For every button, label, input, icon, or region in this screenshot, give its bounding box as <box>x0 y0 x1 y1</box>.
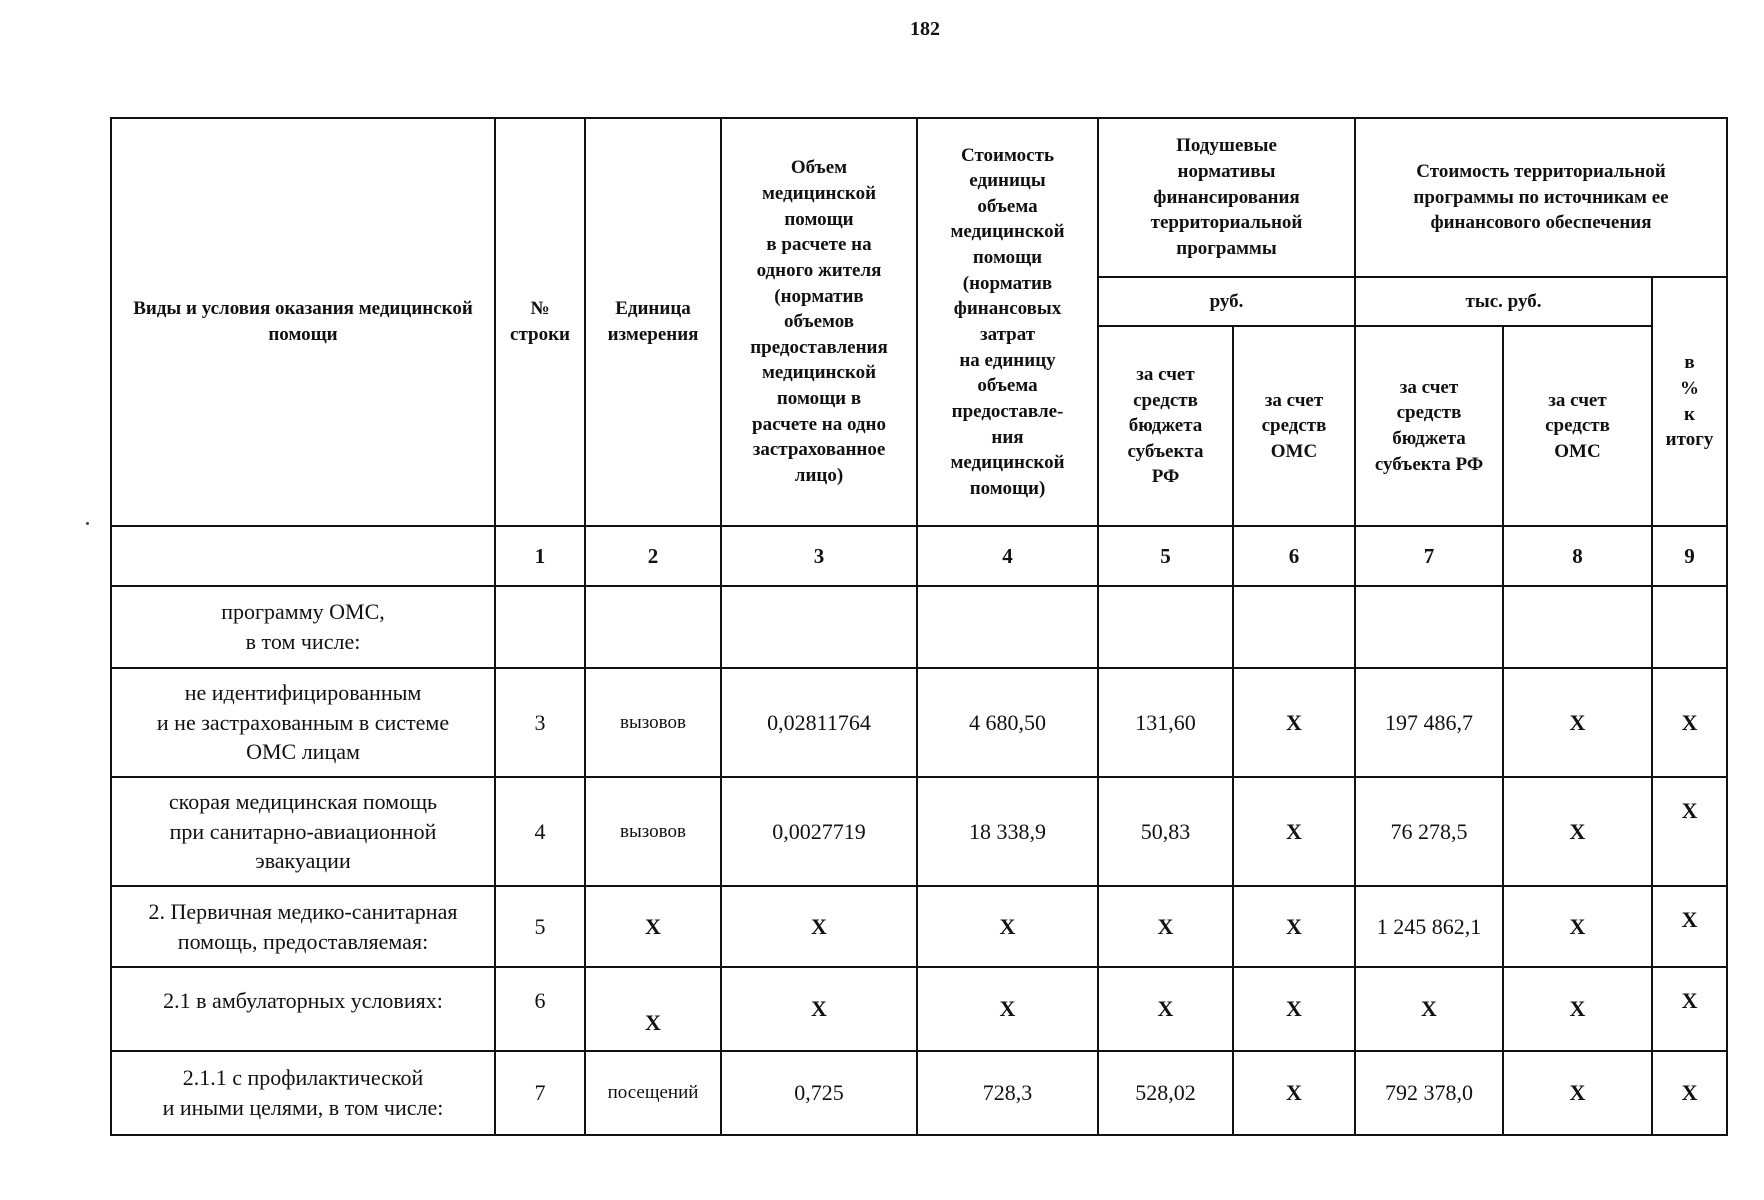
row-program-budget: 76 278,5 <box>1355 777 1503 886</box>
row-per-capita-oms: X <box>1233 1051 1355 1135</box>
row-percent: X <box>1652 1051 1727 1135</box>
row-label: не идентифицированным и не застрахованным в системе ОМС лицам <box>111 668 495 777</box>
row-label: 2. Первичная медико-санитарная помощь, предоставляемая: <box>111 886 495 967</box>
row-per-capita-oms: X <box>1233 886 1355 967</box>
header-per-capita-oms: за счет средств ОМС <box>1233 326 1355 526</box>
table-row <box>111 777 1727 886</box>
column-number: 8 <box>1503 526 1652 586</box>
header-row-number: № строки <box>495 118 585 526</box>
row-program-oms: X <box>1503 777 1652 886</box>
row-unit: посещений <box>585 1051 721 1135</box>
row-percent: X <box>1652 777 1727 886</box>
row-label: 2.1 в амбулаторных условиях: <box>111 967 495 1051</box>
header-kinds: Виды и условия оказания медицинской помощи <box>111 118 495 526</box>
row-percent <box>1652 586 1727 668</box>
header-per-capita: Подушевые нормативы финансирования территориальной программы <box>1098 118 1355 277</box>
row-program-oms <box>1503 586 1652 668</box>
table-row <box>111 586 1727 668</box>
row-unit: X <box>585 967 721 1051</box>
row-percent: X <box>1652 967 1727 1051</box>
row-percent: X <box>1652 886 1727 967</box>
row-unit-cost <box>917 586 1098 668</box>
header-unit-cost: Стоимость единицы объема медицинской помощи (норматив финансовых затрат на единицу объема предоставле- ния медицинской помощи) <box>917 118 1098 526</box>
row-percent: X <box>1652 668 1727 777</box>
table-row <box>111 886 1727 967</box>
row-per-capita-oms: X <box>1233 777 1355 886</box>
column-number: 2 <box>585 526 721 586</box>
row-label: скорая медицинская помощь при санитарно-авиационной эвакуации <box>111 777 495 886</box>
row-label: 2.1.1 с профилактической и иными целями, в том числе: <box>111 1051 495 1135</box>
table-row <box>111 1051 1727 1135</box>
header-per-capita-budget: за счет средств бюджета субъекта РФ <box>1098 326 1233 526</box>
header-thousand-rub: тыс. руб. <box>1355 277 1652 326</box>
row-unit: X <box>585 886 721 967</box>
row-per-capita-budget: 528,02 <box>1098 1051 1233 1135</box>
row-unit-cost: 18 338,9 <box>917 777 1098 886</box>
row-number: 3 <box>495 668 585 777</box>
row-volume: X <box>721 967 917 1051</box>
column-number: 9 <box>1652 526 1727 586</box>
row-unit-cost: X <box>917 967 1098 1051</box>
row-program-budget: X <box>1355 967 1503 1051</box>
column-number: 6 <box>1233 526 1355 586</box>
row-number: 5 <box>495 886 585 967</box>
row-per-capita-budget: X <box>1098 967 1233 1051</box>
table-row <box>111 967 1727 1051</box>
row-program-oms: X <box>1503 967 1652 1051</box>
row-program-budget: 792 378,0 <box>1355 1051 1503 1135</box>
header-percent: в % к итогу <box>1652 277 1727 526</box>
row-volume <box>721 586 917 668</box>
row-number: 6 <box>495 967 585 1051</box>
medical-care-cost-table <box>110 117 1728 1136</box>
row-number: 7 <box>495 1051 585 1135</box>
row-per-capita-oms: X <box>1233 967 1355 1051</box>
column-number: 5 <box>1098 526 1233 586</box>
row-per-capita-oms <box>1233 586 1355 668</box>
row-label: программу ОМС, в том числе: <box>111 586 495 668</box>
row-program-budget: 1 245 862,1 <box>1355 886 1503 967</box>
page-number: 182 <box>910 18 940 40</box>
row-program-oms: X <box>1503 1051 1652 1135</box>
table-row <box>111 668 1727 777</box>
column-number: 4 <box>917 526 1098 586</box>
row-volume: 0,0027719 <box>721 777 917 886</box>
row-program-budget <box>1355 586 1503 668</box>
row-program-oms: X <box>1503 668 1652 777</box>
row-unit <box>585 586 721 668</box>
row-program-budget: 197 486,7 <box>1355 668 1503 777</box>
row-per-capita-budget: X <box>1098 886 1233 967</box>
row-program-oms: X <box>1503 886 1652 967</box>
row-per-capita-oms: X <box>1233 668 1355 777</box>
header-rub: руб. <box>1098 277 1355 326</box>
column-number: 7 <box>1355 526 1503 586</box>
row-per-capita-budget <box>1098 586 1233 668</box>
header-program-budget: за счет средств бюджета субъекта РФ <box>1355 326 1503 526</box>
column-number: 3 <box>721 526 917 586</box>
row-per-capita-budget: 50,83 <box>1098 777 1233 886</box>
row-unit-cost: 728,3 <box>917 1051 1098 1135</box>
row-number: 4 <box>495 777 585 886</box>
column-number-blank <box>111 526 495 586</box>
row-number <box>495 586 585 668</box>
header-program-oms: за счет средств ОМС <box>1503 326 1652 526</box>
row-volume: 0,02811764 <box>721 668 917 777</box>
header-program-cost: Стоимость территориальной программы по источникам ее финансового обеспечения <box>1355 118 1727 277</box>
row-unit-cost: 4 680,50 <box>917 668 1098 777</box>
header-volume: Объем медицинской помощи в расчете на одного жителя (норматив объемов предоставления медицинской помощи в расчете на одно застрахованное лицо) <box>721 118 917 526</box>
scan-speck <box>86 522 89 525</box>
row-per-capita-budget: 131,60 <box>1098 668 1233 777</box>
header-unit: Единица измерения <box>585 118 721 526</box>
column-number: 1 <box>495 526 585 586</box>
row-unit: вызовов <box>585 777 721 886</box>
row-unit: вызовов <box>585 668 721 777</box>
row-volume: 0,725 <box>721 1051 917 1135</box>
row-volume: X <box>721 886 917 967</box>
row-unit-cost: X <box>917 886 1098 967</box>
column-number-row <box>111 526 1727 586</box>
